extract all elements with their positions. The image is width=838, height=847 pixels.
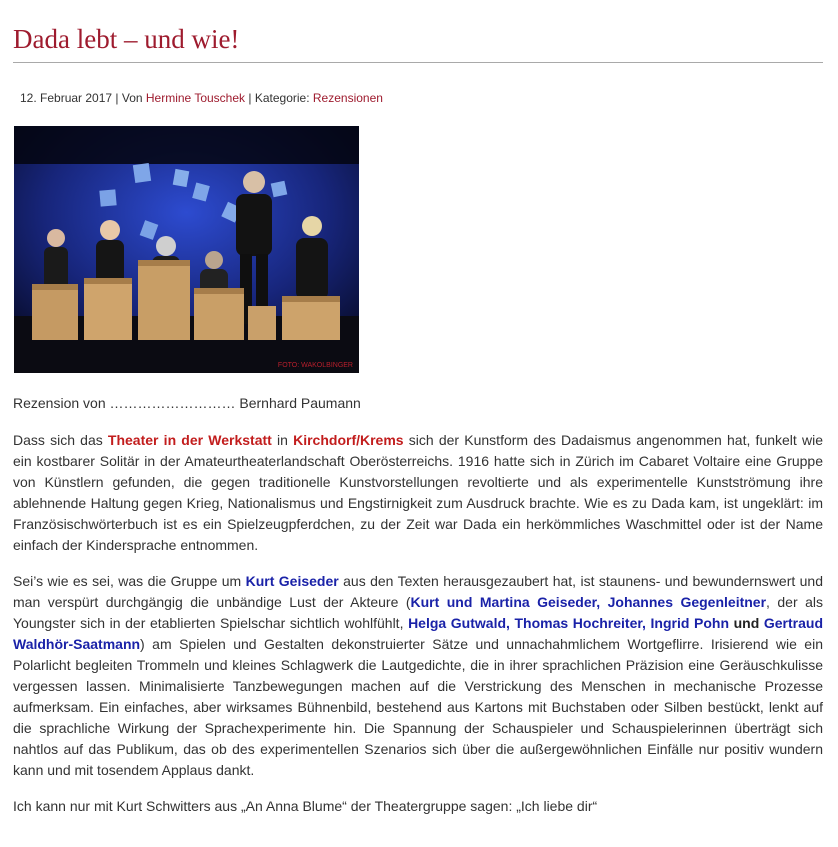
text-run: , der als Youngster sich in der etablierten Spielschar sichtlich wohlfühlt, (13, 594, 823, 631)
text-run: Dass sich das (13, 432, 108, 448)
title-divider (13, 62, 823, 63)
cast-conjunction: und (729, 615, 764, 631)
paragraph-intro (13, 430, 823, 556)
review-byline: Rezension von ……………………… Bernhard Paumann (13, 395, 361, 411)
text-run: aus den Texten herausgezaubert hat, ist staunens- und bewundernswert und man verspürt durchgängig die unbändige Lust der Akteure ( (13, 573, 824, 610)
town-name-highlight: Kirchdorf/Krems (293, 432, 404, 448)
theater-name-highlight: Theater in der Werkstatt (107, 432, 272, 448)
meta-separator-category: | Kategorie: (245, 91, 313, 105)
photo-credit: FOTO: WAKOLBINGER (277, 362, 353, 369)
cast-names-highlight: Gertraud Waldhör-Saatmann (13, 615, 823, 652)
text-run: sich der Kunstform des Dadaismus angenommen hat, funkelt wie ein kostbarer Solitär in der Amateurtheaterlandschaft Oberösterreichs. 1916 hatte sich in Zürich im Cabaret Voltaire eine Gruppe von Künstlern gefunden, die gegen traditionelle Kunstvorstellungen revoltierte und als experimentelle Kunstströmung ihre ablehnende Haltung gegen Krieg, Nationalismus und Engstirnigkeit zum Ausdruck brachte. Wie es zu Dada kam, ist ungeklärt: im Französischwörterbuch ist es ein Spielzeugpferdchen, zu der Zeit war Dada ein herkömmliches Waschmittel oder ist der Name einfach der Kindersprache entnommen. (13, 432, 823, 553)
stage-photo-graphic (14, 126, 359, 373)
author-link[interactable]: Hermine Touschek (145, 91, 246, 105)
paragraph-closing: Ich kann nur mit Kurt Schwitters aus „An Anna Blume“ der Theatergruppe sagen: „Ich liebe dir“ (13, 798, 598, 814)
meta-separator-author: | Von (112, 91, 146, 105)
text-run: in (271, 432, 294, 448)
page-title[interactable]: Dada lebt – und wie! (13, 24, 240, 54)
cast-names-highlight: Kurt und Martina Geiseder, Johannes Gegenleitner (410, 594, 767, 610)
paragraph-review (13, 571, 823, 781)
text-run: ) am Spielen und Gestalten dekonstruierter Sätze und unnachahmlichem Wortgeflirre. Irisierend wie ein Polarlicht begleiten Trommeln und kleines Schlagwerk die Lautgedichte, die in ihrer sprachlichen Präzision eine Geräuschkulisse vergessen lassen. Minimalisierte Tanzbewegungen machen auf die Verstrickung des Menschen in mechanische Prozesse aufmerksam. Ein einfaches, aber wirksames Bühnenbild, bestehend aus Kartons mit Buchstaben oder Silben bestückt, lenkt auf die sprachliche Wirkung der Sprachexperimente hin. Die Spannung der Schauspieler und Schauspielerinnen überträgt sich nahtlos auf das Publikum, das ob des experimentellen Szenarios sich über die außergewöhnlichen Einfälle nur positiv wundern kann und mit tosendem Applaus dankt. (13, 636, 823, 778)
category-link[interactable]: Rezensionen (312, 91, 383, 105)
director-name-highlight: Kurt Geiseder (245, 573, 339, 589)
text-run: Sei’s wie es sei, was die Gruppe um (13, 573, 246, 589)
post-date: 12. Februar 2017 (20, 91, 113, 105)
post-meta (20, 90, 383, 106)
cast-names-highlight: Helga Gutwald, Thomas Hochreiter, Ingrid Pohn (408, 615, 729, 631)
article-photo[interactable] (14, 126, 359, 373)
